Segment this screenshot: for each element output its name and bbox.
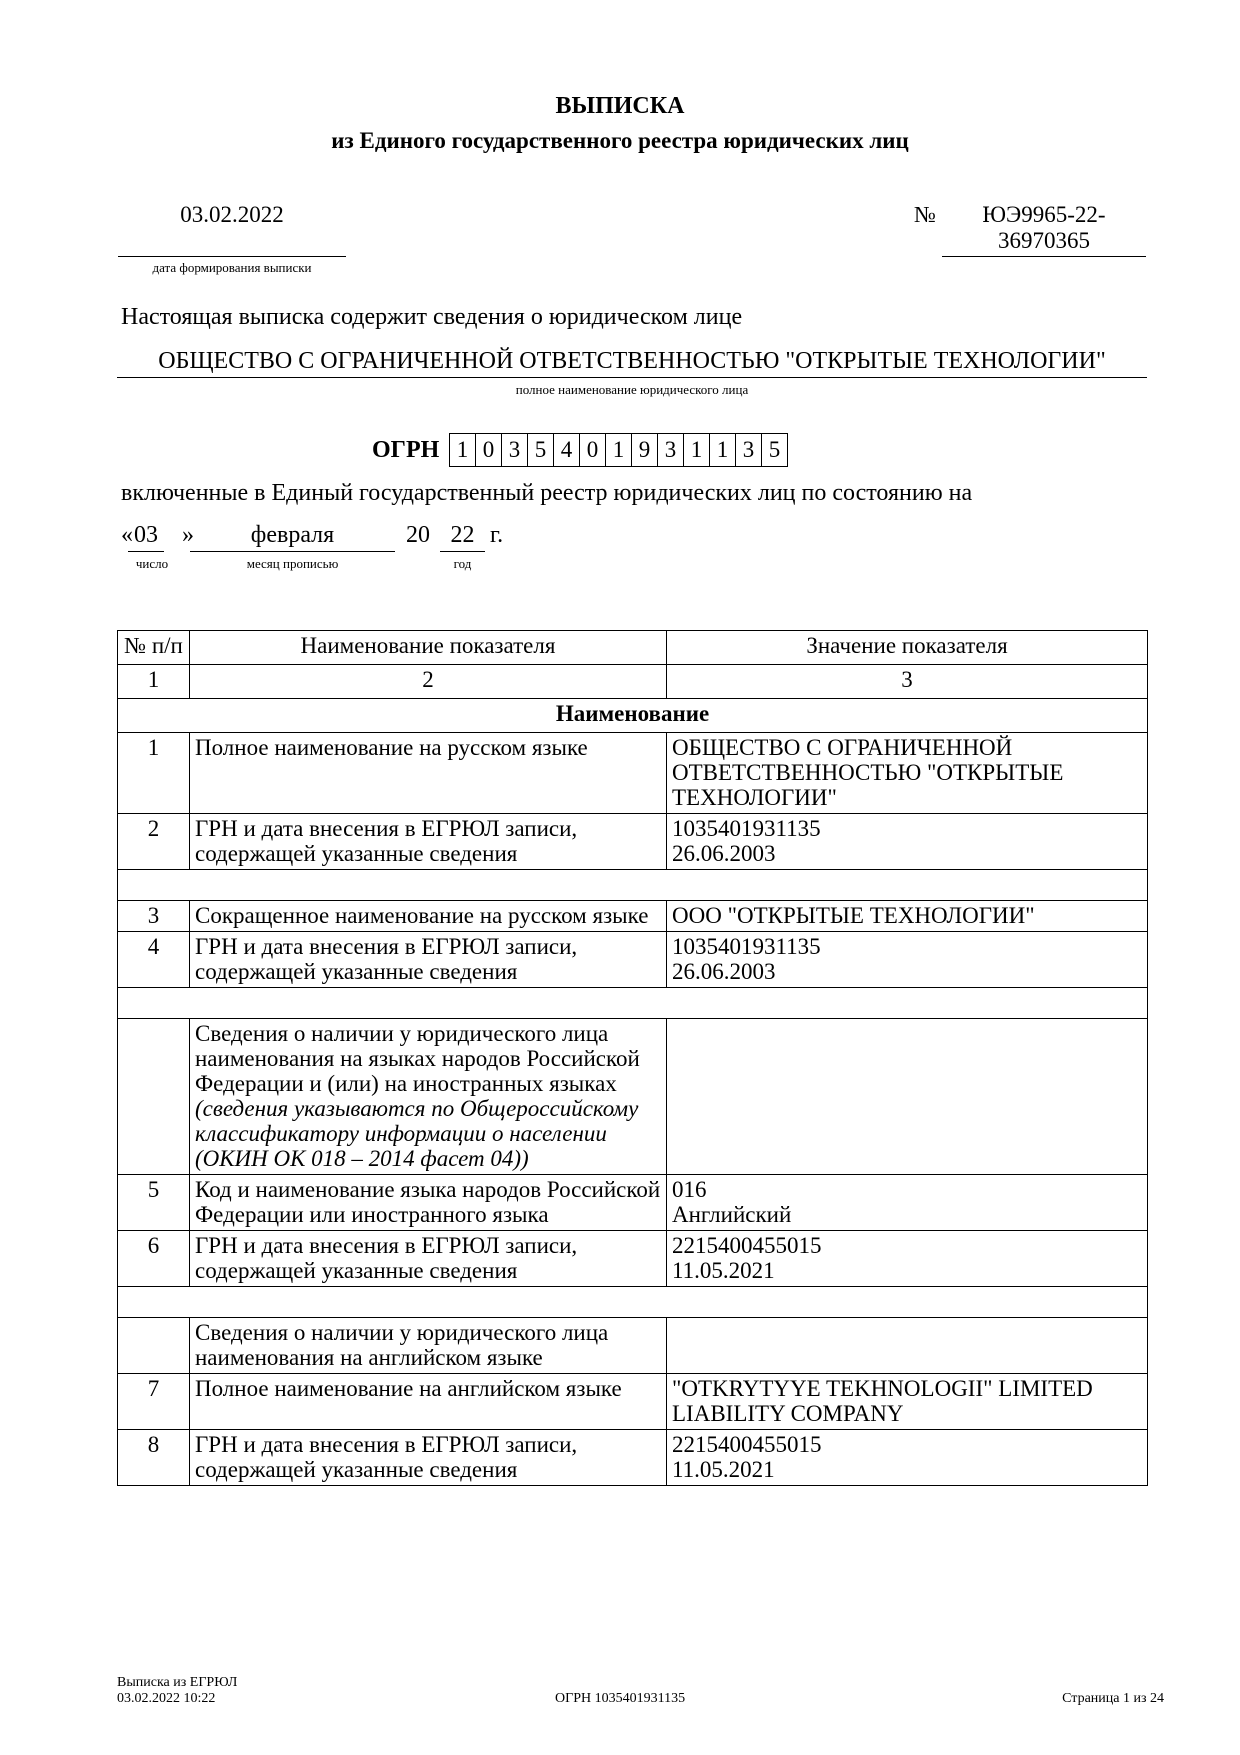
spacer-cell bbox=[118, 988, 1148, 1019]
state-month: февраля bbox=[250, 522, 335, 548]
ogrn-digit: 3 bbox=[657, 433, 684, 467]
table-row bbox=[118, 814, 1148, 870]
row-number: 8 bbox=[118, 1430, 190, 1486]
row-indicator: Сокращенное наименование на русском языке bbox=[190, 901, 667, 932]
ogrn-label: ОГРН bbox=[372, 437, 440, 463]
register-table bbox=[117, 630, 1148, 1486]
row-value: ООО "ОТКРЫТЫЕ ТЕХНОЛОГИИ" bbox=[667, 901, 1148, 932]
spacer-row bbox=[118, 1287, 1148, 1318]
row-number bbox=[118, 1019, 190, 1175]
ogrn-digit: 1 bbox=[709, 433, 736, 467]
table-row bbox=[118, 1231, 1148, 1287]
row-number: 2 bbox=[118, 814, 190, 870]
row-indicator: Код и наименование языка народов Российской Федерации или иностранного языка bbox=[190, 1175, 667, 1231]
column-number-cell: 2 bbox=[190, 665, 667, 699]
ogrn-digit: 3 bbox=[735, 433, 762, 467]
row-number: 6 bbox=[118, 1231, 190, 1287]
row-value-date: 26.06.2003 bbox=[672, 959, 776, 984]
header-cell-value: Значение показателя bbox=[667, 631, 1148, 665]
row-value bbox=[667, 932, 1148, 988]
row-value-grn: 2215400455015 bbox=[672, 1233, 822, 1258]
row-value-date: 26.06.2003 bbox=[672, 841, 776, 866]
number-sign: № bbox=[914, 202, 936, 227]
ogrn-digit: 1 bbox=[449, 433, 476, 467]
row-indicator: ГРН и дата внесения в ЕГРЮЛ записи, содержащей указанные сведения bbox=[190, 1430, 667, 1486]
state-month-caption: месяц прописью bbox=[246, 556, 339, 571]
row-value bbox=[667, 1019, 1148, 1175]
ogrn-digit: 3 bbox=[501, 433, 528, 467]
table-row bbox=[118, 1019, 1148, 1175]
organization-name-underline bbox=[117, 377, 1147, 378]
row-indicator: Полное наименование на английском языке bbox=[190, 1374, 667, 1430]
document-title: ВЫПИСКА bbox=[555, 93, 685, 119]
row-indicator: Сведения о наличии у юридического лица наименования на английском языке bbox=[190, 1318, 667, 1374]
column-number-cell: 3 bbox=[667, 665, 1148, 699]
row-indicator-note: (сведения указываются по Общероссийскому классификатору информации о населении (ОКИН ОК 018 – 2014 фасет 04)) bbox=[195, 1096, 639, 1171]
ogrn-digit: 1 bbox=[605, 433, 632, 467]
formation-date: 03.02.2022 bbox=[180, 202, 284, 227]
table-header-row bbox=[118, 631, 1148, 665]
row-number: 7 bbox=[118, 1374, 190, 1430]
row-value bbox=[667, 1175, 1148, 1231]
ogrn-digit: 0 bbox=[579, 433, 606, 467]
open-quote: « bbox=[121, 522, 133, 548]
formation-date-underline bbox=[118, 256, 346, 257]
ogrn-digit: 1 bbox=[683, 433, 710, 467]
footer-ogrn: ОГРН 1035401931135 bbox=[555, 1691, 686, 1706]
extract-number bbox=[942, 202, 1146, 254]
row-indicator: Полное наименование на русском языке bbox=[190, 733, 667, 814]
table-column-numbers-row bbox=[118, 665, 1148, 699]
table-row bbox=[118, 1374, 1148, 1430]
row-value-code: 016 bbox=[672, 1177, 707, 1202]
state-month-underline bbox=[190, 551, 395, 552]
state-day-caption: число bbox=[135, 556, 169, 571]
footer-page-number: Страница 1 из 24 bbox=[1062, 1691, 1164, 1706]
table-row bbox=[118, 1430, 1148, 1486]
document-subtitle: из Единого государственного реестра юридических лиц bbox=[331, 128, 909, 153]
spacer-cell bbox=[118, 1287, 1148, 1318]
row-value: ОБЩЕСТВО С ОГРАНИЧЕННОЙ ОТВЕТСТВЕННОСТЬЮ "ОТКРЫТЫЕ ТЕХНОЛОГИИ" bbox=[667, 733, 1148, 814]
row-number: 1 bbox=[118, 733, 190, 814]
row-value bbox=[667, 814, 1148, 870]
formation-date-caption: дата формирования выписки bbox=[152, 260, 312, 275]
extract-number-line2: 36970365 bbox=[998, 228, 1090, 253]
ogrn-digit: 9 bbox=[631, 433, 658, 467]
state-day: 03 bbox=[134, 522, 158, 548]
row-value bbox=[667, 1430, 1148, 1486]
row-value-grn: 2215400455015 bbox=[672, 1432, 822, 1457]
row-value-date: 11.05.2021 bbox=[672, 1457, 775, 1482]
row-value-date: 11.05.2021 bbox=[672, 1258, 775, 1283]
extract-number-underline bbox=[942, 256, 1146, 257]
section-row bbox=[118, 699, 1148, 733]
table-row bbox=[118, 901, 1148, 932]
state-day-underline bbox=[128, 551, 164, 552]
column-number-cell: 1 bbox=[118, 665, 190, 699]
spacer-row bbox=[118, 988, 1148, 1019]
row-value-grn: 1035401931135 bbox=[672, 934, 821, 959]
organization-name-caption: полное наименование юридического лица bbox=[515, 382, 749, 397]
state-year-suffix: г. bbox=[490, 522, 504, 548]
state-year-underline bbox=[440, 551, 485, 552]
row-indicator: ГРН и дата внесения в ЕГРЮЛ записи, содержащей указанные сведения bbox=[190, 932, 667, 988]
row-number: 4 bbox=[118, 932, 190, 988]
ogrn-digit: 5 bbox=[527, 433, 554, 467]
table-row bbox=[118, 733, 1148, 814]
footer-datetime: 03.02.2022 10:22 bbox=[117, 1691, 216, 1706]
row-indicator-text: Сведения о наличии у юридического лица наименования на языках народов Российской Федерации и (или) на иностранных языках bbox=[195, 1021, 640, 1096]
table-row bbox=[118, 1318, 1148, 1374]
ogrn-digit: 5 bbox=[761, 433, 788, 467]
header-cell-number: № п/п bbox=[118, 631, 190, 665]
ogrn-digit: 4 bbox=[553, 433, 580, 467]
row-number bbox=[118, 1318, 190, 1374]
header-cell-indicator: Наименование показателя bbox=[190, 631, 667, 665]
ogrn-digit: 0 bbox=[475, 433, 502, 467]
organization-full-name: ОБЩЕСТВО С ОГРАНИЧЕННОЙ ОТВЕТСТВЕННОСТЬЮ "ОТКРЫТЫЕ ТЕХНОЛОГИИ" bbox=[158, 348, 1106, 374]
close-quote: » bbox=[182, 522, 194, 548]
section-title: Наименование bbox=[118, 699, 1148, 733]
row-number: 3 bbox=[118, 901, 190, 932]
row-value bbox=[667, 1318, 1148, 1374]
row-number: 5 bbox=[118, 1175, 190, 1231]
spacer-cell bbox=[118, 870, 1148, 901]
state-year-caption: год bbox=[453, 556, 472, 571]
table-row bbox=[118, 932, 1148, 988]
row-value bbox=[667, 1231, 1148, 1287]
state-century: 20 bbox=[406, 522, 430, 548]
row-indicator: ГРН и дата внесения в ЕГРЮЛ записи, содержащей указанные сведения bbox=[190, 814, 667, 870]
row-indicator bbox=[190, 1019, 667, 1175]
state-year: 22 bbox=[450, 522, 475, 548]
included-statement: включенные в Единый государственный реестр юридических лиц по состоянию на bbox=[121, 480, 973, 506]
footer-doc-name: Выписка из ЕГРЮЛ bbox=[117, 1675, 238, 1690]
row-value-grn: 1035401931135 bbox=[672, 816, 821, 841]
intro-text: Настоящая выписка содержит сведения о юридическом лице bbox=[121, 304, 743, 330]
spacer-row bbox=[118, 870, 1148, 901]
ogrn-digit-boxes bbox=[450, 433, 788, 467]
extract-number-line1: ЮЭ9965-22- bbox=[982, 202, 1106, 227]
table-row bbox=[118, 1175, 1148, 1231]
row-value: "OTKRYTYYE TEKHNOLOGII" LIMITED LIABILITY COMPANY bbox=[667, 1374, 1148, 1430]
row-indicator: ГРН и дата внесения в ЕГРЮЛ записи, содержащей указанные сведения bbox=[190, 1231, 667, 1287]
row-value-language: Английский bbox=[672, 1202, 792, 1227]
